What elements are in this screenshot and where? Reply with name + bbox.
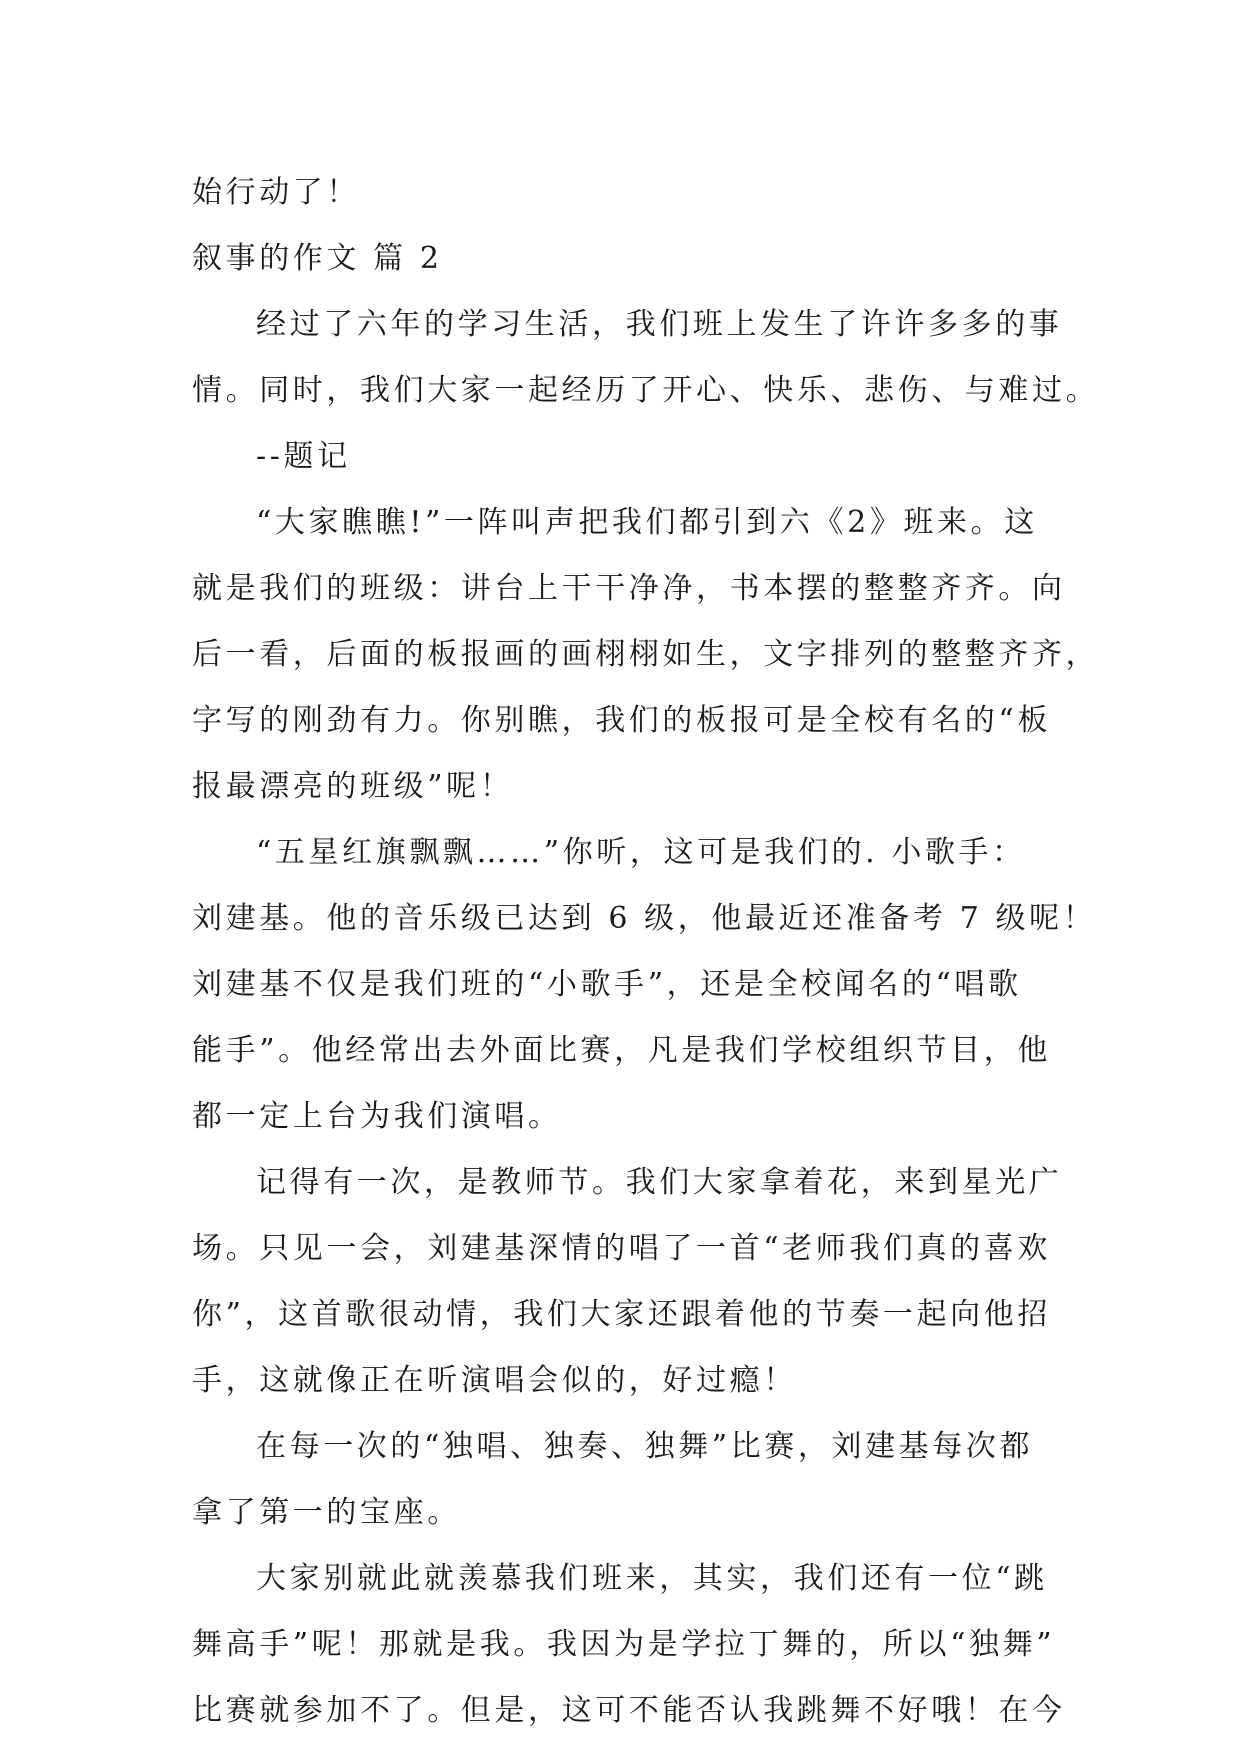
text-line: 始行动了！	[192, 175, 360, 210]
text-line: 报最漂亮的班级”呢！	[192, 769, 514, 804]
text-line: 能手”。他经常出去外面比赛，凡是我们学校组织节目，他	[192, 1033, 1051, 1068]
text-line: 就是我们的班级：讲台上干干净净，书本摆的整整齐齐。向	[192, 571, 1066, 606]
text-line: 拿了第一的宝座。	[192, 1495, 461, 1530]
section-heading: 叙事的作文 篇 2	[192, 241, 443, 276]
text-line: 舞高手”呢！那就是我。我因为是学拉丁舞的，所以“独舞”	[192, 1627, 1056, 1662]
text-line: 场。只见一会，刘建基深情的唱了一首“老师我们真的喜欢	[192, 1231, 1051, 1266]
text-line: 你”，这首歌很动情，我们大家还跟着他的节奏一起向他招	[192, 1297, 1051, 1332]
text-line: “五星红旗飘飘……”你听，这可是我们的. 小歌手：	[256, 835, 1026, 870]
epigraph-line: --题记	[256, 439, 351, 474]
text-line: 都一定上台为我们演唱。	[192, 1099, 562, 1134]
article-body	[192, 160, 1100, 1744]
text-line: 大家别就此就羡慕我们班来，其实，我们还有一位“跳	[256, 1561, 1048, 1596]
text-line: 记得有一次，是教师节。我们大家拿着花，来到星光广	[256, 1165, 1063, 1200]
text-line: 在每一次的“独唱、独奏、独舞”比赛，刘建基每次都	[256, 1429, 1034, 1464]
text-line: 刘建基不仅是我们班的“小歌手”，还是全校闻名的“唱歌	[192, 967, 1022, 1002]
text-line: “大家瞧瞧!”一阵叫声把我们都引到六《2》班来。这	[256, 505, 1038, 540]
text-line: 刘建基。他的音乐级已达到 6 级，他最近还准备考 7 级呢！	[192, 901, 1097, 936]
text-line: 情。同时，我们大家一起经历了开心、快乐、悲伤、与难过。	[192, 373, 1100, 408]
text-line: 比赛就参加不了。但是，这可不能否认我跳舞不好哦！在今	[192, 1693, 1066, 1728]
text-line: 后一看，后面的板报画的画栩栩如生，文字排列的整整齐齐，	[192, 637, 1100, 672]
text-line: 经过了六年的学习生活，我们班上发生了许许多多的事	[256, 307, 1063, 342]
text-line: 手，这就像正在听演唱会似的，好过瘾！	[192, 1363, 797, 1398]
text-line: 字写的刚劲有力。你别瞧，我们的板报可是全校有名的“板	[192, 703, 1051, 738]
